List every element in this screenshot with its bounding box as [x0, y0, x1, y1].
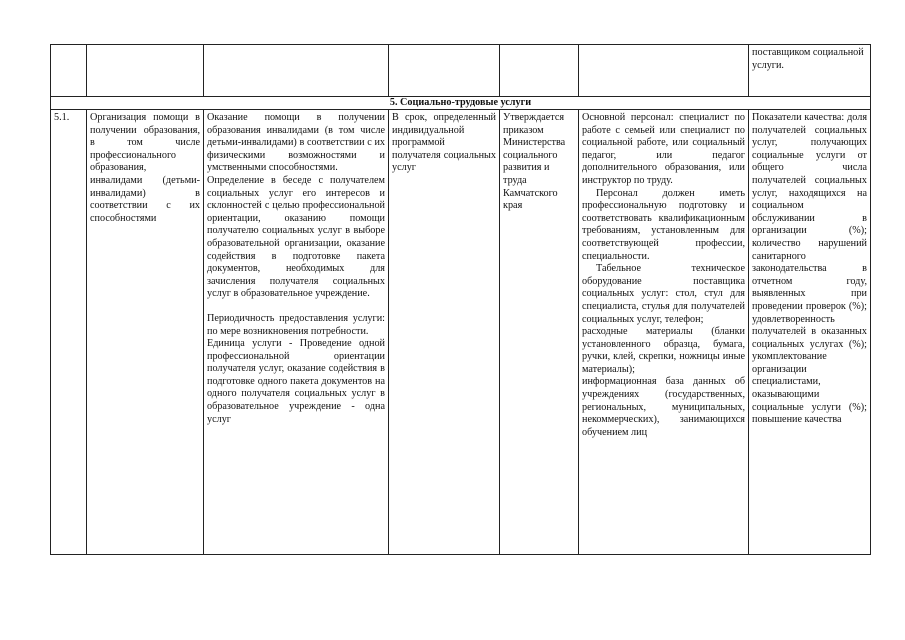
services-table	[50, 44, 871, 555]
cell-empty	[51, 45, 87, 97]
cell-empty	[389, 45, 500, 97]
table-row-service	[51, 110, 871, 555]
section-title: 5. Социально-трудовые услуги	[51, 97, 871, 110]
cell-empty	[87, 45, 204, 97]
cell-empty	[579, 45, 749, 97]
table-section-row	[51, 97, 871, 110]
service-name: Организация помощи в получении образования, в том числе профессионального образования, инвалидами (детьми-инвалидами) в соответствии с их способностями	[87, 110, 204, 555]
service-content: Оказание помощи в получении образования инвалидами (в том числе детьми-инвалидами) в соответствии с их физическими возможностями и умственными способностями. Определение в беседе с получателем социальных услуг его интересов и склонностей с целью профессиональной ориентации, оказанию помощи получателю социальных услуг в выборе образовательной организации, оказание содействия в подготовке пакета документов, необходимых для зачисления получателя социальных услуг в образовательное учреждение. Периодичность предоставления услуги: по мере возникновения потребности. Единица услуги - Проведение одной профессиональной ориентации получателя услуг, оказание содействия в подготовке одного пакета документов на одного получателя социальных услуг в образовательное учреждение - одна услуг	[204, 110, 389, 555]
service-term: В срок, определенный индивидуальной программой получателя социальных услуг	[389, 110, 500, 555]
cell-previous-indicators: поставщиком социальной услуги.	[749, 45, 871, 97]
cell-empty	[500, 45, 579, 97]
service-indicators: Показатели качества: доля получателей социальных услуг, получающих социальные услуги от общего числа получателей социальных услуг, находящихся на социальном обслуживании в организации (%); количество нарушений санитарного законодательства в отчетном году, выявленных при проведении проверок (%); удовлетворенность получателей в оказанных социальных услугах (%); укомплектование организации специалистами, оказывающими социальные услуги (%); повышение качества	[749, 110, 871, 555]
cell-empty	[204, 45, 389, 97]
service-tariff: Утверждается приказом Министерства социального развития и труда Камчатского края	[500, 110, 579, 555]
table-row-previous	[51, 45, 871, 97]
service-number: 5.1.	[51, 110, 87, 555]
service-conditions: Основной персонал: специалист по работе с семьей или специалист по социальной работе, или социальный педагог, или педагог дополнительного образования, или инструктор по труду. Персонал должен иметь профессиональную подготовку и соответствовать квалификационным требованиям, установленным для соответствующей профессии, специальности. Табельное техническое оборудование поставщика социальных услуг: стол, стул для специалиста, стулья для получателей социальных услуг, телефон; расходные материалы (бланки установленного образца, бумага, ручки, клей, скрепки, ножницы иные материалы); информационная база данных об учреждениях (государственных, региональных, муниципальных, некоммерческих), занимающихся обучением лиц	[579, 110, 749, 555]
